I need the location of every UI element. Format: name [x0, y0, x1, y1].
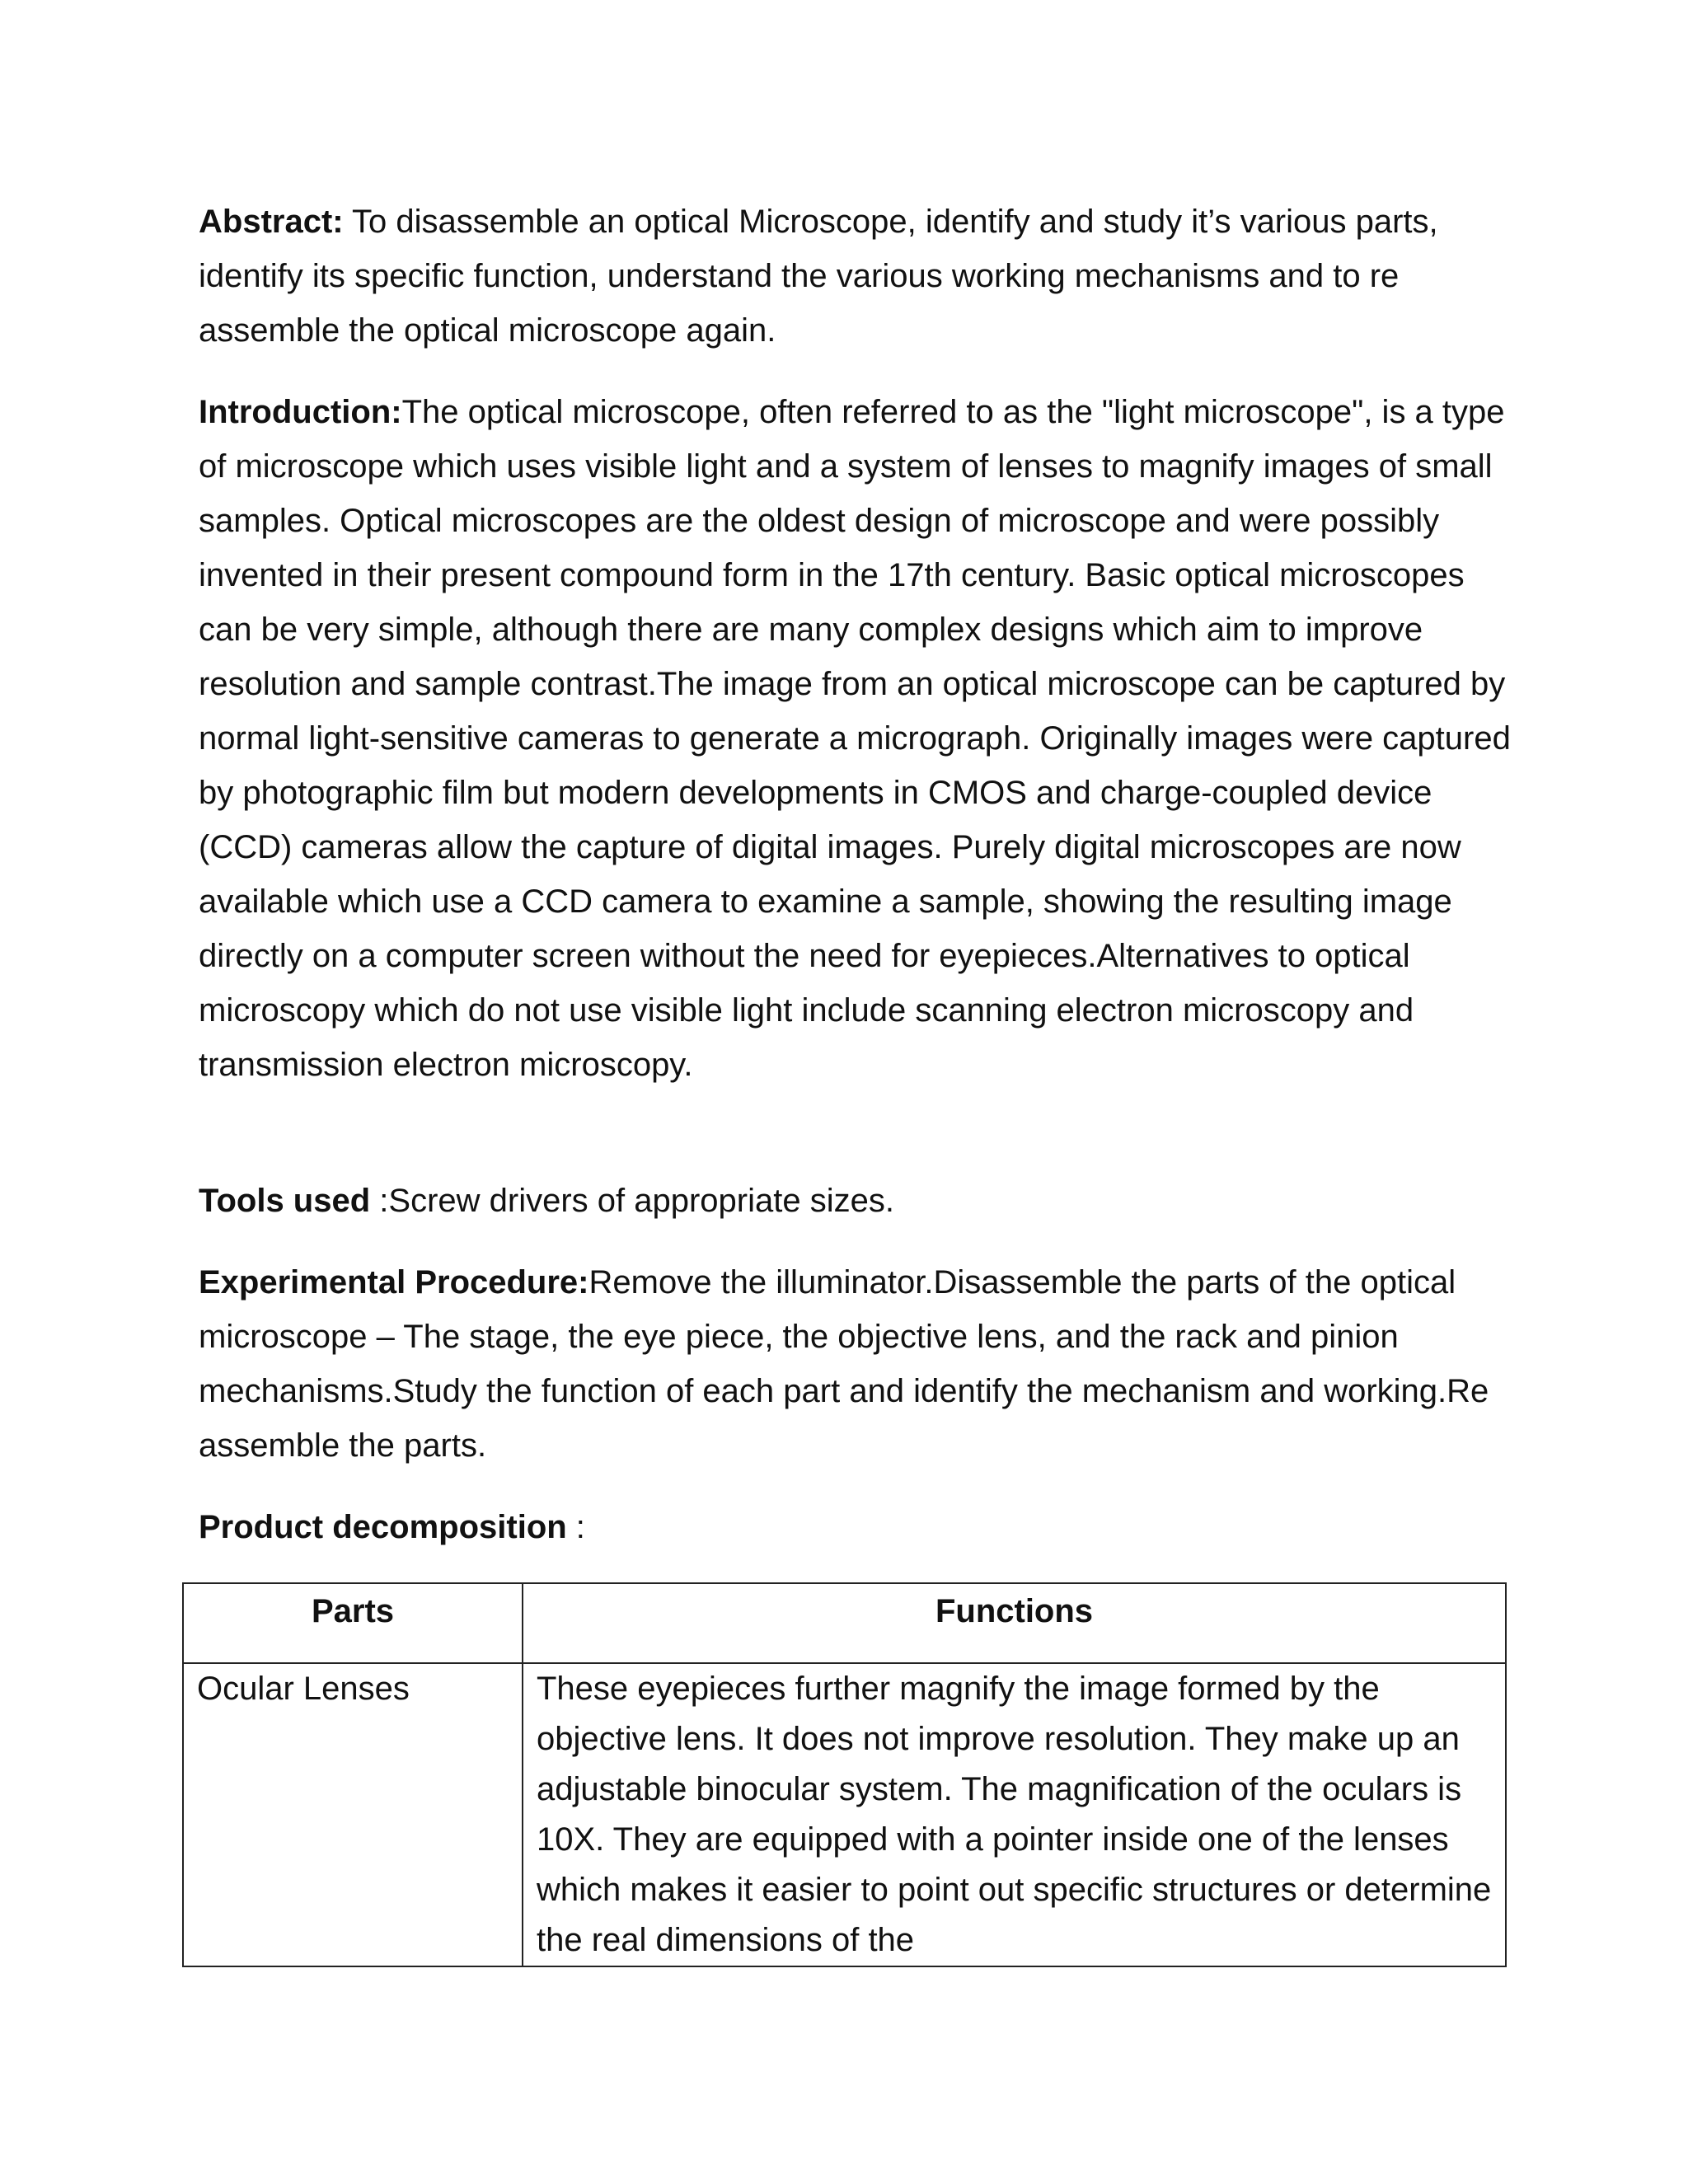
decomposition-table: [182, 1582, 1507, 1967]
header-parts: Parts: [183, 1583, 523, 1663]
abstract-paragraph: [199, 194, 1517, 358]
introduction-label: Introduction:: [199, 394, 402, 430]
cell-function: [523, 1663, 1506, 1966]
part-name: Ocular Lenses: [197, 1671, 410, 1707]
function-text: These eyepieces further magnify the image formed by the objective lens. It does not improve resolution. They make up an adjustable binocular system. The magnification of the oculars is 10X. They are equipped with a pointer inside one of the lenses which makes it easier to point out specific structures or determine the real dimensions of the: [537, 1671, 1492, 1958]
introduction-text: The optical microscope, often referred to as the "light microscope", is a type of microscope which uses visible light and a system of lenses to magnify images of small samples. Optical microscopes are the oldest design of microscope and were possibly invented in their present compound form in the 17th century. Basic optical microscopes can be very simple, although there are many complex designs which aim to improve resolution and sample contrast.The image from an optical microscope can be captured by normal light-sensitive cameras to generate a micrograph. Originally images were captured by photographic film but modern developments in CMOS and charge-coupled device (CCD) cameras allow the capture of digital images. Purely digital microscopes are now available which use a CCD camera to examine a sample, showing the resulting image directly on a computer screen without the need for eyepieces.Alternatives to optical microscopy which do not use visible light include scanning electron microscopy and transmission electron microscopy.: [199, 394, 1511, 1083]
abstract-text: To disassemble an optical Microscope, identify and study it’s various parts, identify its specific function, understand the various working mechanisms and to re assemble the optical microscope again.: [199, 204, 1438, 349]
tools-label: Tools used: [199, 1183, 371, 1219]
tools-text: :Screw drivers of appropriate sizes.: [370, 1183, 894, 1219]
decomposition-heading: [199, 1500, 1517, 1554]
table-header-row: [183, 1583, 1506, 1663]
table-row: [183, 1663, 1506, 1966]
decomposition-colon: :: [566, 1509, 585, 1545]
procedure-label: Experimental Procedure:: [199, 1264, 589, 1301]
decomposition-label: Product decomposition: [199, 1509, 567, 1545]
introduction-paragraph: [199, 385, 1517, 1092]
procedure-paragraph: [199, 1255, 1517, 1473]
tools-paragraph: [199, 1174, 1517, 1228]
abstract-label: Abstract:: [199, 204, 344, 240]
cell-part: [183, 1663, 523, 1966]
header-functions: Functions: [523, 1583, 1506, 1663]
procedure-text: Remove the illuminator.Disassemble the parts of the optical microscope – The stage, the eye piece, the objective lens, and the rack and pinion mechanisms.Study the function of each part and identify the mechanism and working.Re assemble the parts.: [199, 1264, 1489, 1464]
